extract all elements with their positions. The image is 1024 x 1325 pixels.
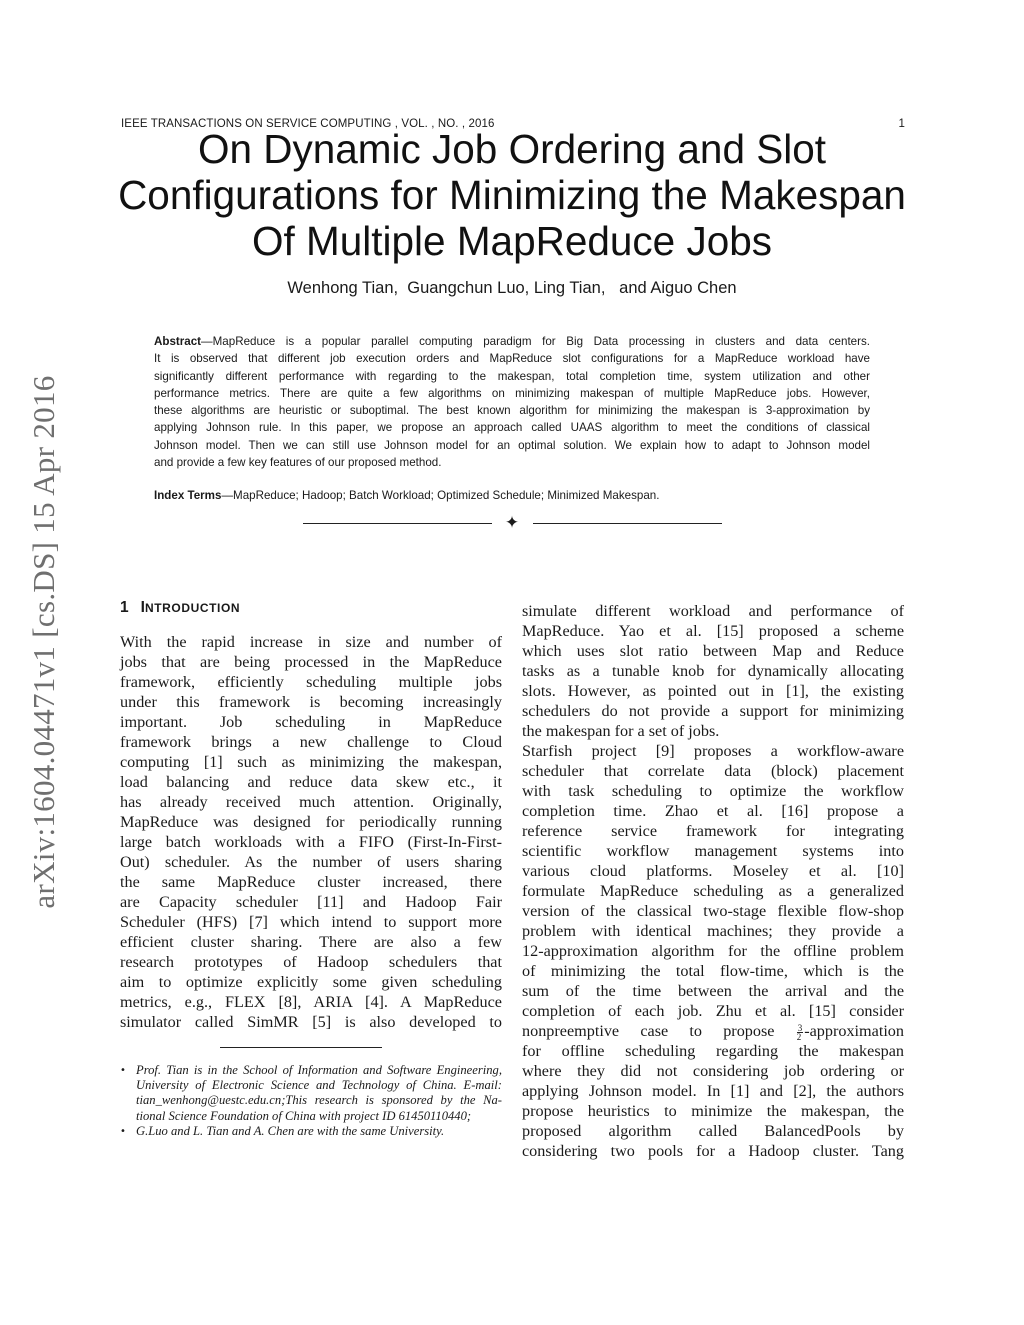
body-line: simulator called SimMR [5] is also developed to [120,1013,502,1031]
abstract-label: Abstract [154,335,202,348]
fraction-three-halves [797,1024,804,1041]
title-line: On Dynamic Job Ordering and Slot [197,126,827,172]
body-line: simulate different workload and performance of [522,602,904,620]
index-terms-text: —MapReduce; Hadoop; Batch Workload; Optimized Schedule; Minimized Makespan. [221,489,660,502]
title-line: Of Multiple MapReduce Jobs [252,218,772,264]
body-line: of minimizing the total flow-time, which is the [522,962,904,980]
body-line: applying Johnson model. In [1] and [2], the authors [522,1082,904,1100]
body-line: schedulers do not provide a support for minimizing [522,702,904,720]
body-line: research prototypes of Hadoop schedulers that [120,953,502,971]
body-line: formulate MapReduce scheduling as a generalized [522,882,904,900]
footnote-line: tian_wenhong@uestc.edu.cn;This research is sponsored by the Na- [136,1093,502,1108]
body-line: With the rapid increase in size and number of [120,633,502,651]
body-line: large batch workloads with a FIFO (First-In-First- [120,833,502,851]
bullet-icon: • [120,1065,126,1076]
diamond-ornament-icon: ✦ [504,513,520,533]
section-title-rest: NTRODUCTION [144,601,241,615]
bullet-icon: • [120,1125,126,1137]
body-line-with-fraction: nonpreemptive case to propose $\frac{3}{2}$ -approximation [522,1022,904,1042]
journal-header: IEEE TRANSACTIONS ON SERVICE COMPUTING , VOL. , NO. , 2016 [121,118,495,130]
page-number: 1 [898,118,905,130]
footnotes [120,1063,502,1139]
section-number: 1 [120,599,129,616]
body-line: jobs that are being processed in the MapReduce [120,653,502,671]
section-heading [120,599,240,617]
body-line: which uses slot ratio between Map and Reduce [522,642,904,660]
body-line: scientific workflow management systems into [522,842,904,860]
divider-rule-left [303,523,492,524]
abstract [154,333,870,471]
body-line: efficient cluster sharing. There are also a few [120,933,502,951]
index-terms [154,487,870,504]
abstract-line: significantly different performance with regarding to the makespan, total completion time, system utilization and other [154,369,870,383]
body-line: are Capacity scheduler [11] and Hadoop Fair [120,893,502,911]
footnote-line: G.Luo and L. Tian and A. Chen are with the same University. [136,1123,445,1138]
footnote-item [120,1063,502,1124]
paper-title [100,126,924,264]
body-line: considering two pools for a Hadoop cluster. Tang [522,1142,904,1160]
body-line: MapReduce was designed for periodically running [120,813,502,831]
body-line: sum of the time between the arrival and the [522,982,904,1000]
footnote-line: Prof. Tian is in the School of Information and Software Engineering, [136,1063,502,1077]
body-line: MapReduce. Yao et al. [15] proposed a scheme [522,622,904,640]
body-line: under this framework is becoming increasingly [120,693,502,711]
abstract-line: applying Johnson rule. In this paper, we propose an approach called UAAS algorithm to meet the conditions of classical [154,421,870,435]
section-title-initial: I [140,599,145,616]
body-line: important. Job scheduling in MapReduce [120,713,502,731]
body-line: the makespan for a set of jobs. [522,722,720,740]
abstract-line: performance metrics. There are quite a few algorithms on minimizing makespan of multiple MapReduce jobs. However, [154,386,870,400]
body-line: scheduler that correlate data (block) placement [522,762,904,780]
body-column-left [120,632,502,1032]
body-column-right [522,601,904,1161]
arxiv-identifier: arXiv:1604.04471v1 [cs.DS] 15 Apr 2016 [26,375,61,909]
body-line: for offline scheduling regarding the makespan [522,1042,904,1060]
body-line: completion time. Zhao et al. [16] propose a [522,802,904,820]
body-line: version of the classical two-stage flexible flow-shop [522,902,904,920]
body-line: propose heuristics to minimize the makespan, the [522,1102,904,1120]
body-line: completion of each job. Zhu et al. [15] consider [522,1002,904,1020]
footnote-item [120,1124,502,1139]
body-line: aim to optimize explicitly some given scheduling [120,973,502,991]
fraction-denominator: 2 [796,1031,802,1042]
body-line: proposed algorithm called BalancedPools by [522,1122,904,1140]
body-line: Out) scheduler. As the number of users sharing [120,853,502,871]
index-terms-label: Index Terms [154,489,222,502]
abstract-line: these algorithms are heuristic or suboptimal. The best known algorithm for minimizing the makespan is 3-approximation by [154,404,870,418]
body-line: problem with identical machines; they provide a [522,922,904,940]
body-line: framework brings a new challenge to Cloud [120,733,502,751]
body-line: slots. However, as pointed out in [1], the existing [522,682,904,700]
body-line: the same MapReduce cluster increased, there [120,873,502,891]
body-line: has already received much attention. Originally, [120,793,502,811]
body-line: framework, efficiently scheduling multiple jobs [120,673,502,691]
body-line: Scheduler (HFS) [7] which intend to support more [120,913,502,931]
body-line: computing [1] such as minimizing the makespan, [120,753,502,771]
body-line: various cloud platforms. Moseley et al. [10] [522,862,904,880]
author-list: Wenhong Tian, Guangchun Luo, Ling Tian, and Aiguo Chen [287,279,737,297]
abstract-line: and provide a few key features of our proposed method. [154,456,442,470]
body-line: reference service framework for integrating [522,822,904,840]
abstract-line: Johnson model. Then we can still use Johnson model for an optimal solution. We explain how to adapt to Johnson model [154,438,870,452]
divider-rule-right [533,523,722,524]
body-line: with task scheduling to optimize the workflow [522,782,904,800]
body-line: 12-approximation algorithm for the offline problem [522,942,904,960]
footnote-line: University of Electronic Science and Technology of China. E-mail: [136,1078,502,1093]
title-line: Configurations for Minimizing the Makespan [118,172,906,218]
footnote-line: tional Science Foundation of China with project ID 61450110440; [136,1108,472,1123]
body-line: tasks as a tunable knob for dynamically allocating [522,662,904,680]
body-line: where they did not considering job ordering or [522,1062,904,1080]
body-line: load balancing and reduce data skew etc., it [120,773,502,791]
abstract-line: It is observed that different job execution orders and MapReduce slot configurations for a MapReduce workload have [154,352,870,366]
abstract-line: Abstract—MapReduce is a popular parallel computing paradigm for Big Data processing in clusters and data centers. [154,335,870,348]
fraction-numerator: 3 [797,1022,803,1033]
footnote-rule [220,1047,382,1048]
body-line: metrics, e.g., FLEX [8], ARIA [4]. A MapReduce [120,993,502,1011]
body-line: Starfish project [9] proposes a workflow-aware [522,742,904,760]
